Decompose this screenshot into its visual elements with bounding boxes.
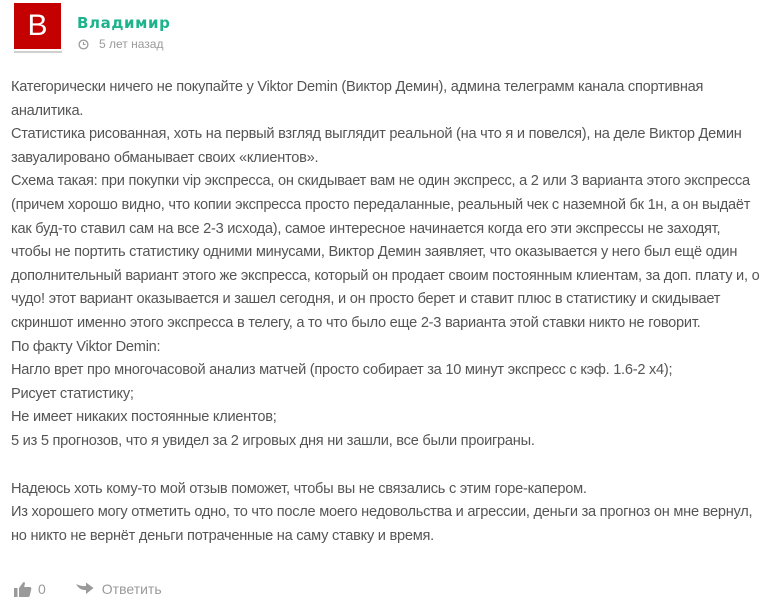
avatar-underline [14,51,62,53]
comment-paragraph: Надеюсь хоть кому-то мой отзыв поможет, чтобы вы не связались с этим горе-капером. [11,480,587,497]
comment-body [11,76,761,548]
comment-paragraph: Рисует статистику; [11,385,134,402]
comment-paragraph: 5 из 5 прогнозов, что я увидел за 2 игровых дня ни зашли, все были проиграны. [11,432,535,449]
comment-paragraph: Категорически ничего не покупайте у Viktor Demin (Виктор Демин), админа телеграмм канала спортивная аналитика. [11,79,704,119]
clock-icon [78,39,89,50]
comment-paragraph: Статистика рисованная, хоть на первый взгляд выглядит реальной (на что я и повелся), на деле Виктор Демин завуалировано обманывает своих «клиентов». [11,126,742,166]
reply-arrow-icon[interactable] [76,582,94,596]
paragraph-gap [11,454,761,478]
thumbs-up-icon[interactable] [14,581,32,597]
avatar [14,3,62,53]
comment-actions [14,581,162,597]
comment-paragraph: Схема такая: при покупки vip экспресса, он скидывает вам не один экспресс, а 2 или 3 варианта этого экспресса (причем хорошо видно, что копии экспресса просто передаланные, реальный чек с наземной бк 1н, а он выдаёт как буд-то ставил сам на все 2-3 исхода), самое интересное начинается когда его эти экспрессы не заходят, чтобы не портить статистику одними минусами, Виктор Демин заявляет, что оказывается у него был ещё один дополнительный вариант этого же экспресса, который он продает своим постоянным клиентам, за доп. плату и, о чудо! этот вариант оказывается и зашел сегодня, и он просто берет и ставит плюс в статистику и скидывает скриншот именно этого экспресса в телегу, а то что было еще 2-3 варианта этой ставки никто не говорит. [11,173,760,331]
comment-time: 5 лет назад [99,37,164,51]
like-count: 0 [38,581,46,597]
comment-paragraph: По факту Viktor Demin: [11,338,161,355]
comment-paragraph: Не имеет никаких постоянные клиентов; [11,409,277,426]
comment-meta [78,37,163,51]
comment-paragraph: Нагло врет про многочасовой анализ матчей (просто собирает за 10 минут экспресс с кэф. 1.6-2 х4); [11,362,673,379]
avatar-letter: В [14,3,61,49]
comment-paragraph: Из хорошего могу отметить одно, то что после моего недовольства и агрессии, деньги за прогноз он мне вернул, но никто не вернёт деньги потраченные на саму ставку и время. [11,504,753,544]
reply-button[interactable]: Ответить [101,581,162,597]
author-name[interactable]: Владимир [77,14,171,32]
